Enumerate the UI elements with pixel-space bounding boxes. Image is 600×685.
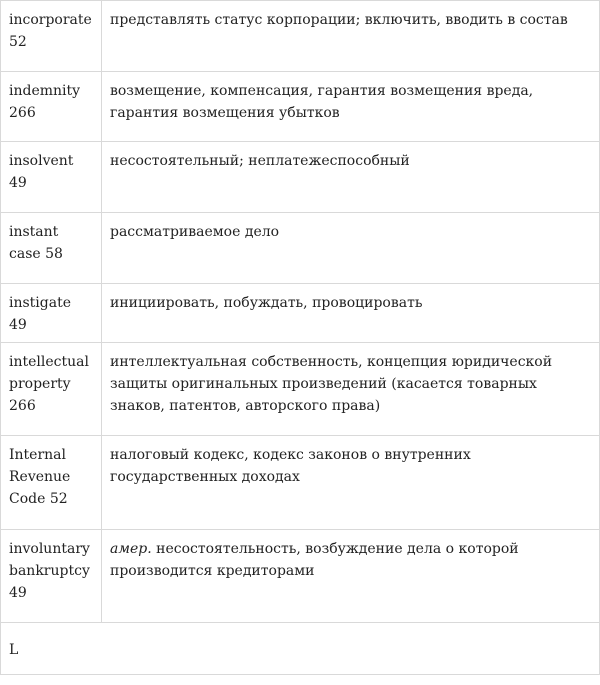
- definition-cell: интеллектуальная собственность, концепция юридической защиты оригинальных произведений (касается товарных знаков, патентов, авторского права): [102, 343, 600, 436]
- table-row: [1, 1, 600, 72]
- table-row: [1, 623, 600, 675]
- definition-cell: инициировать, побуждать, провоцировать: [102, 284, 600, 343]
- table-row: [1, 530, 600, 623]
- table-row: [1, 343, 600, 436]
- term-cell: instant case 58: [1, 213, 102, 284]
- term-cell: indemnity 266: [1, 72, 102, 142]
- definition-cell: представлять статус корпорации; включить, вводить в состав: [102, 1, 600, 72]
- abbreviation-label: амер.: [110, 541, 152, 557]
- term-cell: instigate 49: [1, 284, 102, 343]
- section-letter-heading: L: [1, 623, 600, 675]
- term-cell: involuntary bankruptcy 49: [1, 530, 102, 623]
- table-row: [1, 436, 600, 530]
- table-row: [1, 142, 600, 213]
- term-cell: incorporate 52: [1, 1, 102, 72]
- definition-cell: возмещение, компенсация, гарантия возмещения вреда, гарантия возмещения убытков: [102, 72, 600, 142]
- term-cell: intellectual property 266: [1, 343, 102, 436]
- table-row: [1, 72, 600, 142]
- definition-text: несостоятельность, возбуждение дела о которой производится кредиторами: [110, 541, 519, 579]
- table-row: [1, 213, 600, 284]
- term-cell: insolvent 49: [1, 142, 102, 213]
- definition-cell: рассматриваемое дело: [102, 213, 600, 284]
- table-row: [1, 284, 600, 343]
- definition-cell: несостоятельный; неплатежеспособный: [102, 142, 600, 213]
- definition-cell: [102, 530, 600, 623]
- term-cell: Internal Revenue Code 52: [1, 436, 102, 530]
- definition-cell: налоговый кодекс, кодекс законов о внутренних государственных доходах: [102, 436, 600, 530]
